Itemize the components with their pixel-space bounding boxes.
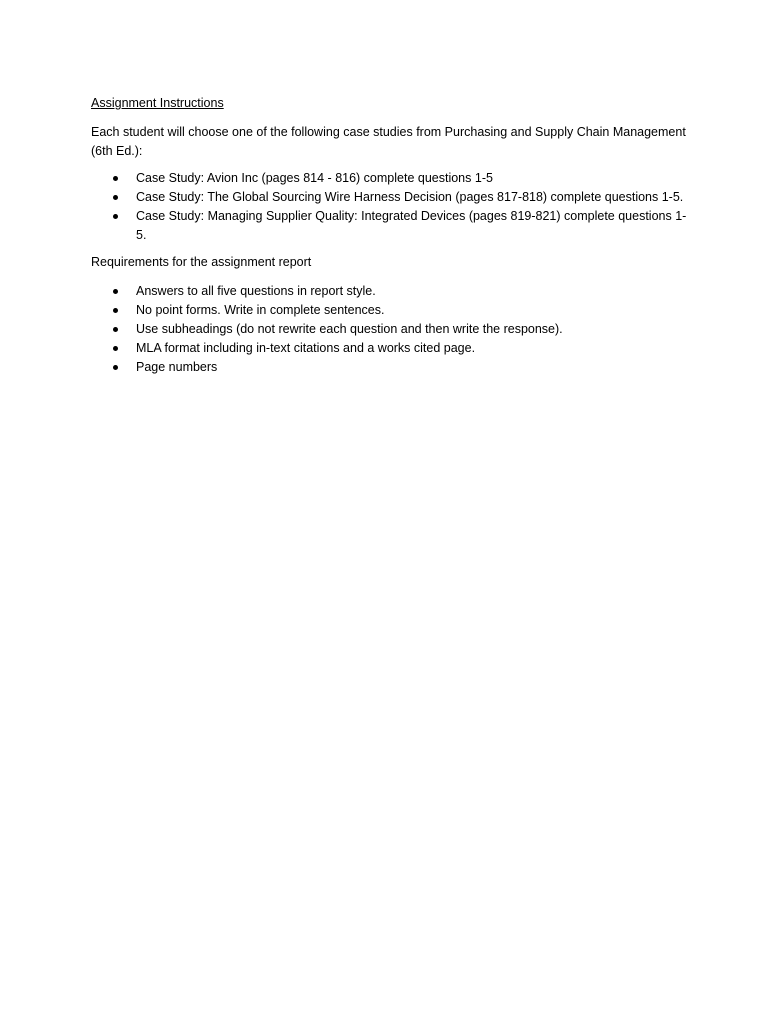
case-study-text: Case Study: The Global Sourcing Wire Harness Decision (pages 817-818) complete questions 1-5. — [136, 190, 684, 204]
requirement-text: Page numbers — [136, 360, 218, 374]
bullet-icon — [113, 365, 118, 370]
bullet-icon — [113, 176, 118, 181]
list-item — [91, 207, 691, 245]
requirements-list — [91, 282, 691, 377]
list-item — [91, 339, 691, 358]
bullet-icon — [113, 308, 118, 313]
list-item — [91, 358, 691, 377]
bullet-icon — [113, 214, 118, 219]
list-item — [91, 169, 691, 188]
bullet-icon — [113, 289, 118, 294]
requirement-text: Use subheadings (do not rewrite each question and then write the response). — [136, 322, 563, 336]
list-item — [91, 282, 691, 301]
bullet-icon — [113, 346, 118, 351]
requirement-text: Answers to all five questions in report style. — [136, 284, 376, 298]
document-body — [91, 94, 691, 385]
list-item — [91, 320, 691, 339]
bullet-icon — [113, 327, 118, 332]
list-item — [91, 188, 691, 207]
case-study-text: Case Study: Avion Inc (pages 814 - 816) complete questions 1-5 — [136, 171, 493, 185]
case-study-text: Case Study: Managing Supplier Quality: Integrated Devices (pages 819-821) complete questions 1-5. — [136, 209, 687, 242]
bullet-icon — [113, 195, 118, 200]
document-title: Assignment Instructions — [91, 96, 224, 110]
intro-paragraph: Each student will choose one of the following case studies from Purchasing and Supply Chain Management (6th Ed.): — [91, 125, 686, 158]
requirement-text: No point forms. Write in complete sentences. — [136, 303, 385, 317]
requirement-text: MLA format including in-text citations and a works cited page. — [136, 341, 476, 355]
case-study-list — [91, 169, 691, 245]
list-item — [91, 301, 691, 320]
requirements-heading: Requirements for the assignment report — [91, 255, 312, 269]
